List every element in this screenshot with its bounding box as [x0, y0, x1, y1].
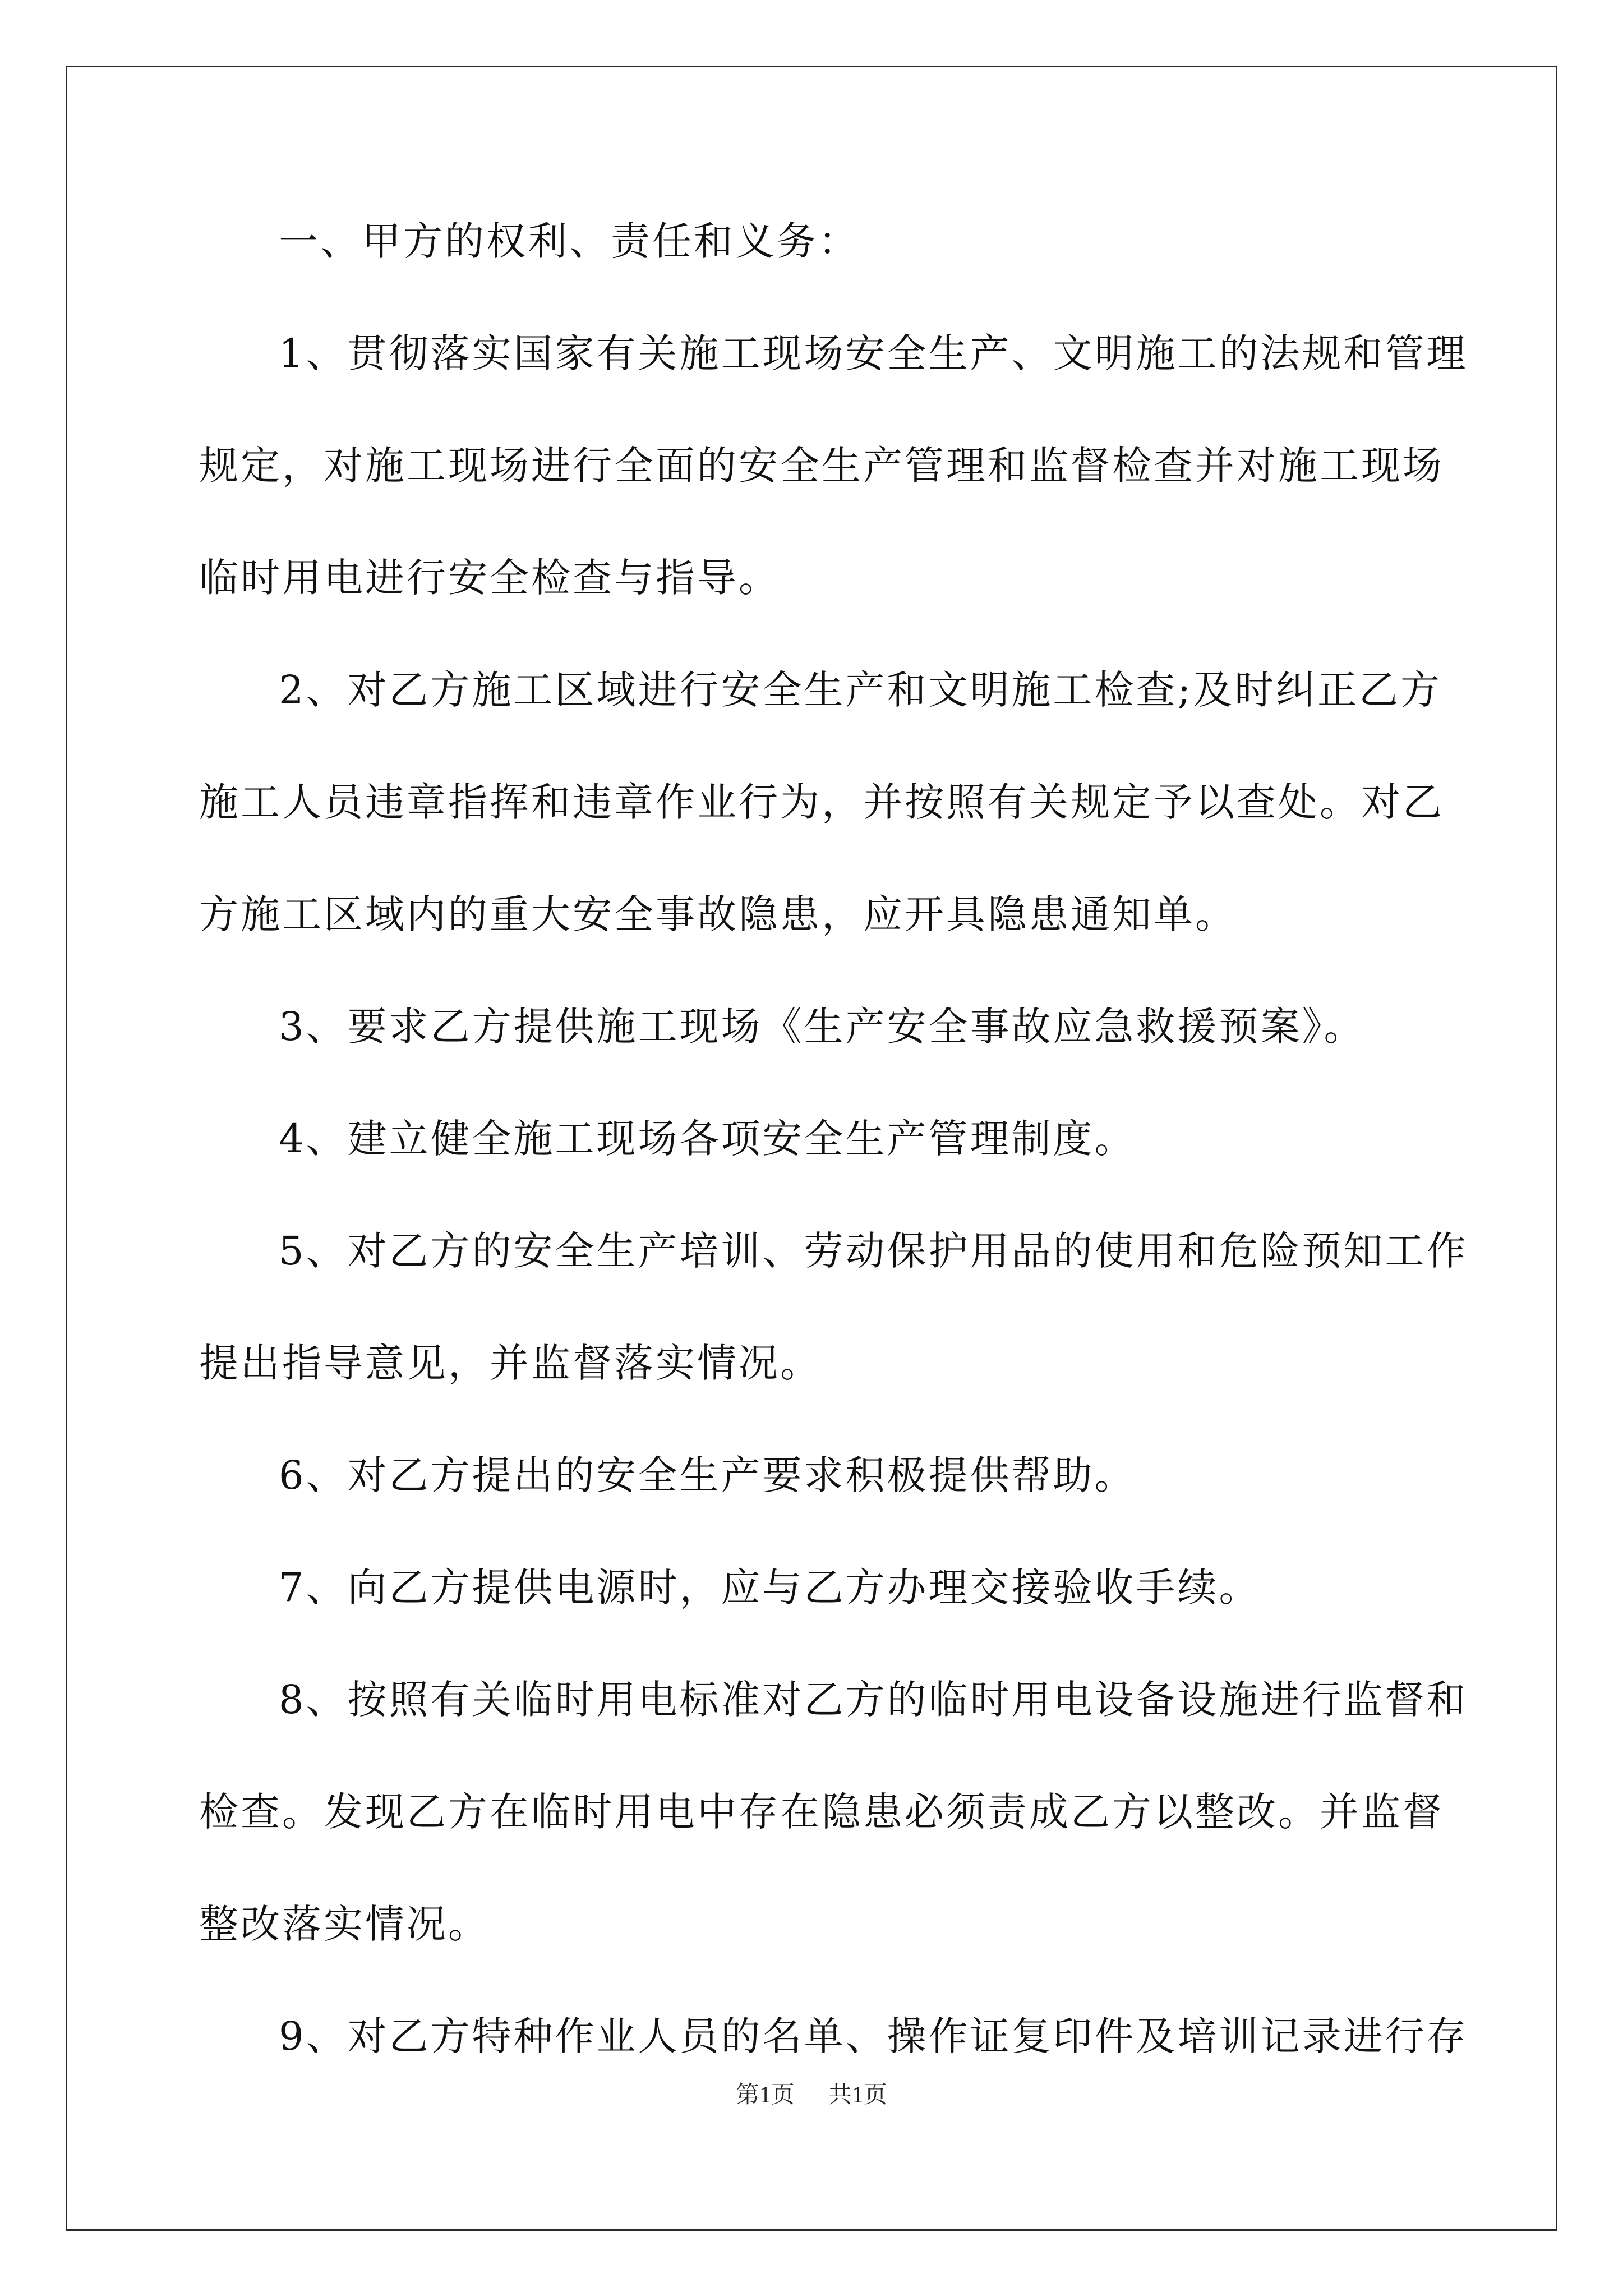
- paragraph-line: 检查。发现乙方在临时用电中存在隐患必须责成乙方以整改。并监督: [199, 1789, 1444, 1835]
- paragraph-line: 提出指导意见，并监督落实情况。: [199, 1340, 822, 1386]
- page-footer: [0, 2078, 1623, 2112]
- paragraph-line: 临时用电进行安全检查与指导。: [199, 555, 780, 601]
- paragraph-line: 6、对乙方提出的安全生产要求积极提供帮助。: [279, 1452, 1136, 1498]
- page-number-total: 共1页: [828, 2082, 888, 2108]
- paragraph-line: 8、按照有关临时用电标准对乙方的临时用电设备设施进行监督和: [279, 1677, 1468, 1723]
- paragraph-line: 9、对乙方特种作业人员的名单、操作证复印件及培训记录进行存: [279, 2013, 1468, 2059]
- paragraph-line: 方施工区域内的重大安全事故隐患，应开具隐患通知单。: [199, 891, 1237, 937]
- paragraph-line: 1、贯彻落实国家有关施工现场安全生产、文明施工的法规和管理: [279, 330, 1468, 376]
- paragraph-line: 2、对乙方施工区域进行安全生产和文明施工检查;及时纠正乙方: [279, 667, 1442, 713]
- paragraph-line: 整改落实情况。: [199, 1901, 490, 1947]
- page-number-current: 第1页: [735, 2082, 795, 2108]
- paragraph-line: 5、对乙方的安全生产培训、劳动保护用品的使用和危险预知工作: [279, 1228, 1468, 1274]
- paragraph-line: 规定，对施工现场进行全面的安全生产管理和监督检查并对施工现场: [199, 443, 1444, 489]
- paragraph-line: 7、向乙方提供电源时，应与乙方办理交接验收手续。: [279, 1565, 1261, 1611]
- paragraph-line: 3、要求乙方提供施工现场《生产安全事故应急救援预案》。: [279, 1004, 1366, 1050]
- paragraph-line: 施工人员违章指挥和违章作业行为，并按照有关规定予以查处。对乙: [199, 779, 1444, 825]
- paragraph-line: 4、建立健全施工现场各项安全生产管理制度。: [279, 1116, 1136, 1162]
- section-heading: 一、甲方的权利、责任和义务：: [279, 218, 860, 264]
